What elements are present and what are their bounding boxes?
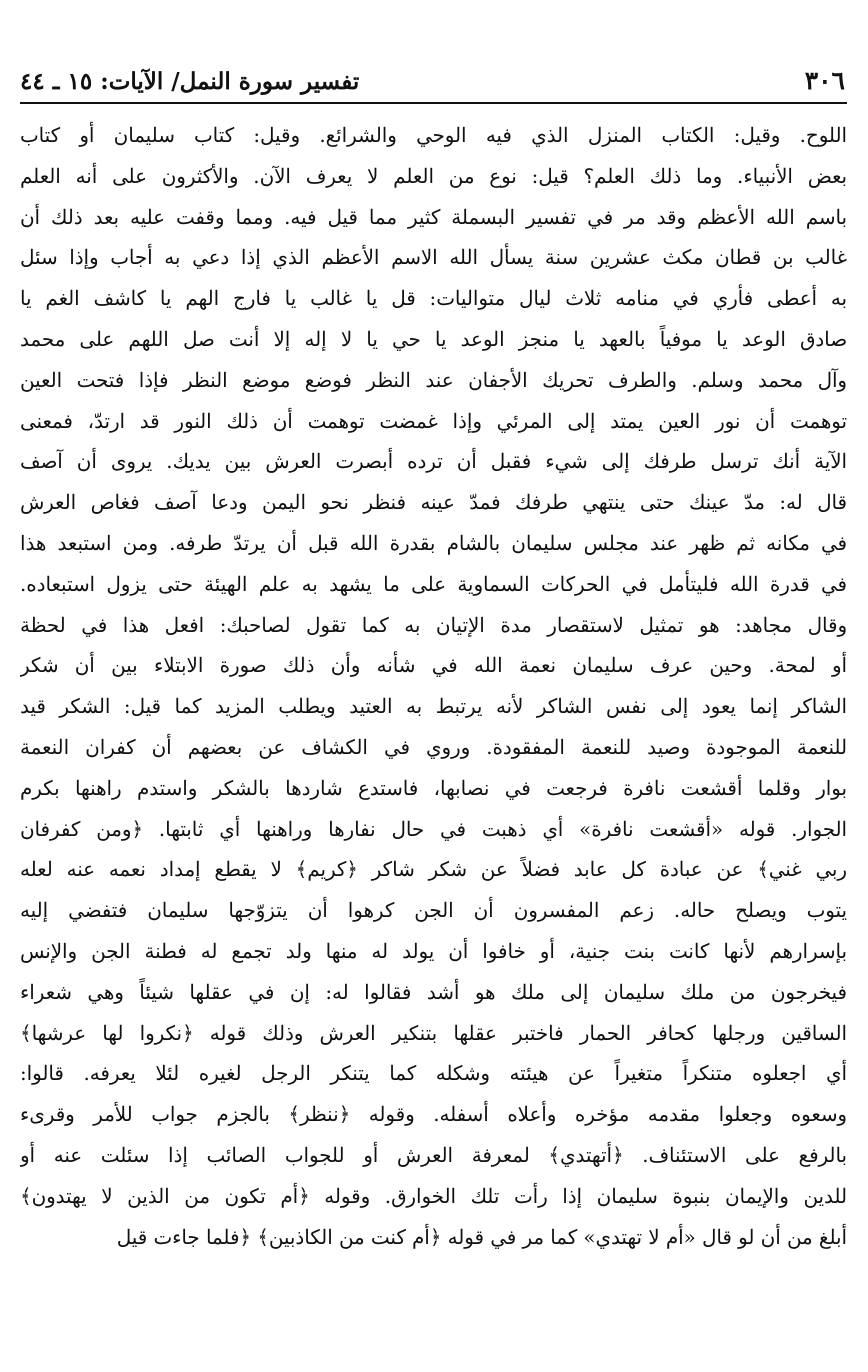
text-line: وآل محمد وسلم. والطرف تحريك الأجفان عند النظر فوضع موضع النظر فإذا فتحت العين [20, 368, 847, 392]
text-line: ربي غني﴾ عن عبادة كل عابد فضلاً عن شكر شاكر ﴿كريم﴾ لا يقطع إمداد نعمه عنه لعله [20, 858, 847, 882]
text-line: أي اجعلوه متنكراً متغيراً عن هيئته وشكله كما يتنكر الرجل لغيره لئلا يعرفه. قالوا: [20, 1062, 847, 1086]
text-line: يتوب ويصلح حاله. زعم المفسرون أن الجن كرهوا أن يتزوّجها سليمان فتفضي إليه [20, 899, 847, 923]
text-line: في مكانه ثم ظهر عند مجلس سليمان بالشام بقدرة الله قبل أن يرتدّ طرفه. ومن استبعد هذا [20, 531, 847, 555]
book-page [20, 62, 847, 1258]
text-line: فيخرجون من ملك سليمان إلى ملك هو أشد فقالوا له: إن في عقلها شيئاً وهي شعراء [20, 980, 847, 1004]
text-line: أبلغ من أن لو قال «أم لا تهتدي» كما مر في قوله ﴿أم كنت من الكاذبين﴾ ﴿فلما جاءت قيل [116, 1225, 847, 1249]
text-line: وسعوه وجعلوا مقدمه مؤخره وأعلاه أسفله. وقوله ﴿ننظر﴾ بالجزم جواب للأمر وقرىء [20, 1103, 847, 1127]
page-header [20, 62, 847, 104]
text-line: به أعطى فأري في منامه ثلاث ليال متواليات: قل يا غالب يا فارج الهم يا كاشف الغم يا [20, 287, 847, 311]
text-line: توهمت أن نور العين يمتد إلى المرئي وإذا غمضت توهمت أن ذلك النور قد ارتدّ، فمعنى [20, 409, 847, 433]
text-line: وقال مجاهد: هو تمثيل لاستقصار مدة الإتيان به كما تقول لصاحبك: افعل هذا في لحظة [20, 613, 847, 637]
text-line: بالرفع على الاستئناف. ﴿أتهتدي﴾ لمعرفة العرش أو للجواب الصائب إذا سئلت عنه أو [20, 1143, 847, 1167]
text-line: بوار وقلما أقشعت نافرة فرجعت في نصابها، فاستدع شاردها بالشكر واستدم راهنها بكرم [20, 776, 847, 800]
text-line: اللوح. وقيل: الكتاب المنزل الذي فيه الوحي والشرائع. وقيل: كتاب سليمان أو كتاب [20, 124, 847, 147]
text-line: الآية أنك ترسل طرفك إلى شيء فقبل أن ترده أبصرت العرش بين يديك. يروى أن آصف [20, 450, 847, 474]
text-line: الساقين ورجلها كحافر الحمار فاختبر عقلها بتنكير العرش وذلك قوله ﴿نكروا لها عرشها﴾ [20, 1021, 847, 1045]
running-title: تفسير سورة النمل/ الآيات: ١٥ ـ ٤٤ [20, 68, 360, 95]
page-number: ٣٠٦ [804, 66, 845, 95]
text-line: قال له: مدّ عينك حتى ينتهي طرفك فمدّ عينه فنظر نحو اليمن ودعا آصف فغاص العرش [20, 491, 847, 515]
text-line: للدين والإيمان بنبوة سليمان إذا رأت تلك الخوارق. وقوله ﴿أم تكون من الذين لا يهتدون﴾ [20, 1184, 847, 1208]
body-text [20, 116, 847, 1258]
text-line: بعض الأنبياء. وما ذلك العلم؟ قيل: نوع من العلم لا يعرف الآن. والأكثرون على أنه العلم [20, 164, 847, 188]
text-line: الجوار. قوله «أقشعت نافرة» أي ذهبت في حال نفارها وراهنها أي ثابتها. ﴿ومن كفرفان [20, 817, 847, 841]
text-line: صادق الوعد يا موفياً بالعهد يا منجز الوعد يا حي يا لا إله إلا أنت صل اللهم على محمد [20, 327, 847, 351]
text-line: الشاكر إنما يعود إلى نفس الشاكر لأنه يرتبط به العتيد ويطلب المزيد كما قيل: الشكر قيد [20, 695, 847, 719]
text-line: غالب بن قطان مكث عشرين سنة يسأل الله الاسم الأعظم الذي إذا دعي به أجاب وإذا سئل [20, 246, 847, 270]
text-line: في قدرة الله فليتأمل في الحركات السماوية على ما يشهد به علم الهيئة حتى يزول استبعاده. [20, 572, 847, 596]
text-line: بإسرارهم لأنها كانت بنت جنية، أو خافوا أن يولد له منها ولد تجمع له فطنة الجن والإنس [20, 939, 847, 963]
text-line: للنعمة الموجودة وصيد للنعمة المفقودة. وروي في الكشاف عن بعضهم أن كفران النعمة [20, 735, 847, 759]
text-line: أو لمحة. وحين عرف سليمان نعمة الله في شأنه وأن ذلك صورة الابتلاء بين أن شكر [20, 654, 847, 678]
text-line: باسم الله الأعظم وقد مر في تفسير البسملة كثير مما قيل فيه. ومما وقفت عليه بعد ذلك أن [20, 205, 847, 229]
